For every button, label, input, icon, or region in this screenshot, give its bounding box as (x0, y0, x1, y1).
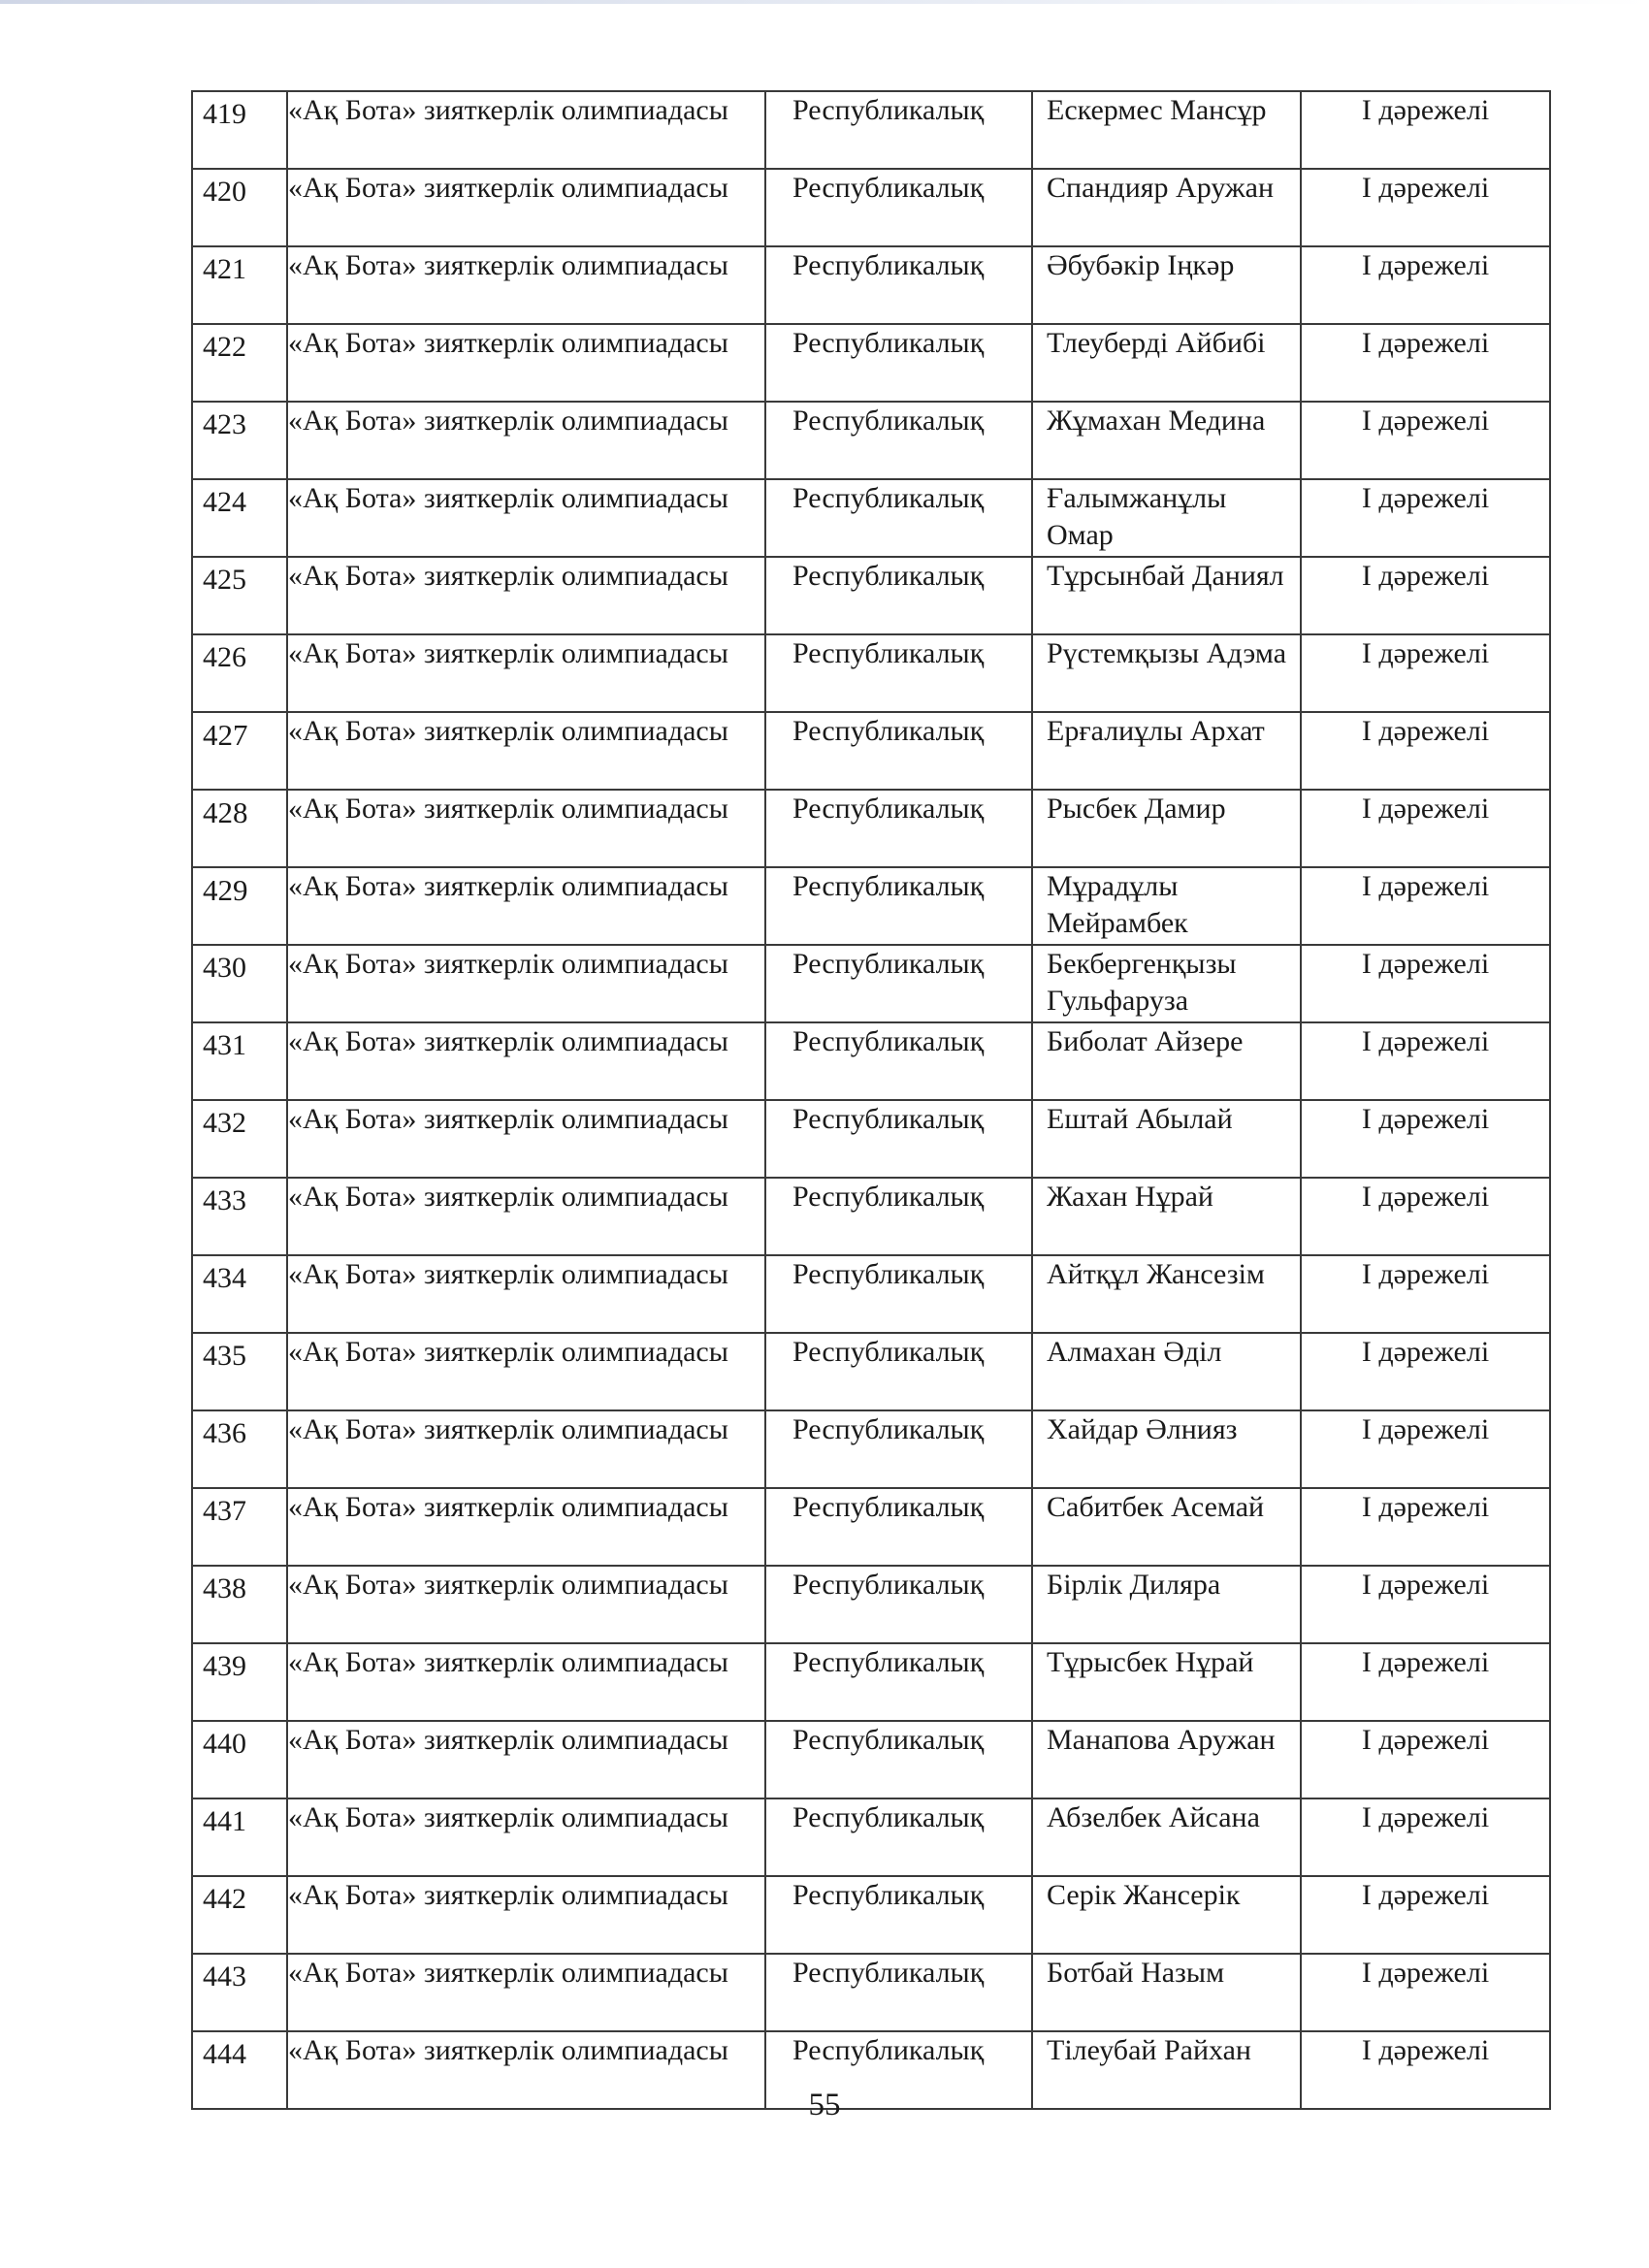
table-row (192, 91, 1550, 169)
page-number: 55 (808, 2088, 841, 2122)
table-row (192, 557, 1550, 634)
row-number-cell: 437 (192, 1488, 287, 1566)
award-degree-cell: І дәрежелі (1301, 246, 1550, 324)
row-number-cell: 433 (192, 1178, 287, 1255)
row-number-cell: 432 (192, 1100, 287, 1178)
olympiad-name-cell: «Ақ Бота» зияткерлік олимпиадасы (287, 1798, 765, 1876)
olympiad-level-cell: Республикалық (765, 479, 1032, 557)
olympiad-name-cell: «Ақ Бота» зияткерлік олимпиадасы (287, 1643, 765, 1721)
olympiad-level-cell: Республикалық (765, 712, 1032, 790)
olympiad-name-cell: «Ақ Бота» зияткерлік олимпиадасы (287, 1721, 765, 1798)
olympiad-name-cell: «Ақ Бота» зияткерлік олимпиадасы (287, 712, 765, 790)
award-degree-cell: І дәрежелі (1301, 1333, 1550, 1410)
olympiad-level-cell: Республикалық (765, 1178, 1032, 1255)
student-name-cell: Алмахан Әділ (1032, 1333, 1301, 1410)
olympiad-level-cell: Республикалық (765, 246, 1032, 324)
table-row (192, 479, 1550, 557)
award-degree-cell: І дәрежелі (1301, 91, 1550, 169)
row-number-cell: 426 (192, 634, 287, 712)
award-degree-cell: І дәрежелі (1301, 1022, 1550, 1100)
olympiad-name-cell: «Ақ Бота» зияткерлік олимпиадасы (287, 867, 765, 945)
olympiad-level-cell: Республикалық (765, 1100, 1032, 1178)
olympiad-name-cell: «Ақ Бота» зияткерлік олимпиадасы (287, 402, 765, 479)
olympiad-level-cell: Республикалық (765, 1798, 1032, 1876)
olympiad-name-cell: «Ақ Бота» зияткерлік олимпиадасы (287, 790, 765, 867)
olympiad-level-cell: Республикалық (765, 1954, 1032, 2031)
olympiad-level-cell: Республикалық (765, 1488, 1032, 1566)
olympiad-level-cell: Республикалық (765, 945, 1032, 1022)
award-degree-cell: І дәрежелі (1301, 1100, 1550, 1178)
results-table-body (192, 91, 1550, 2109)
award-degree-cell: І дәрежелі (1301, 1410, 1550, 1488)
olympiad-level-cell: Республикалық (765, 867, 1032, 945)
student-name-cell: Ештай Абылай (1032, 1100, 1301, 1178)
award-degree-cell: І дәрежелі (1301, 1721, 1550, 1798)
olympiad-level-cell: Республикалық (765, 1022, 1032, 1100)
student-name-cell: Ботбай Назым (1032, 1954, 1301, 2031)
olympiad-name-cell: «Ақ Бота» зияткерлік олимпиадасы (287, 1255, 765, 1333)
award-degree-cell: І дәрежелі (1301, 712, 1550, 790)
award-degree-cell: І дәрежелі (1301, 402, 1550, 479)
olympiad-name-cell: «Ақ Бота» зияткерлік олимпиадасы (287, 1022, 765, 1100)
row-number-cell: 424 (192, 479, 287, 557)
award-degree-cell: І дәрежелі (1301, 790, 1550, 867)
row-number-cell: 444 (192, 2031, 287, 2109)
award-degree-cell: І дәрежелі (1301, 557, 1550, 634)
row-number-cell: 421 (192, 246, 287, 324)
student-name-cell: Спандияр Аружан (1032, 169, 1301, 246)
student-name-cell: Жұмахан Медина (1032, 402, 1301, 479)
award-degree-cell: І дәрежелі (1301, 1488, 1550, 1566)
award-degree-cell: І дәрежелі (1301, 945, 1550, 1022)
award-degree-cell: І дәрежелі (1301, 1566, 1550, 1643)
table-row (192, 246, 1550, 324)
table-row (192, 1022, 1550, 1100)
olympiad-name-cell: «Ақ Бота» зияткерлік олимпиадасы (287, 1876, 765, 1954)
olympiad-name-cell: «Ақ Бота» зияткерлік олимпиадасы (287, 1178, 765, 1255)
scan-top-edge (0, 0, 1649, 4)
table-row (192, 1954, 1550, 2031)
award-degree-cell: І дәрежелі (1301, 1798, 1550, 1876)
olympiad-level-cell: Республикалық (765, 169, 1032, 246)
olympiad-name-cell: «Ақ Бота» зияткерлік олимпиадасы (287, 246, 765, 324)
student-name-cell: Ерғалиұлы Архат (1032, 712, 1301, 790)
table-row (192, 1178, 1550, 1255)
table-row (192, 1876, 1550, 1954)
results-table (191, 90, 1551, 2110)
row-number-cell: 434 (192, 1255, 287, 1333)
olympiad-name-cell: «Ақ Бота» зияткерлік олимпиадасы (287, 169, 765, 246)
row-number-cell: 439 (192, 1643, 287, 1721)
table-row (192, 790, 1550, 867)
table-row (192, 1410, 1550, 1488)
student-name-cell: Әбубәкір Іңкәр (1032, 246, 1301, 324)
olympiad-level-cell: Республикалық (765, 790, 1032, 867)
student-name-cell: Биболат Айзере (1032, 1022, 1301, 1100)
student-name-cell: Ғалымжанұлы Омар (1032, 479, 1301, 557)
row-number-cell: 425 (192, 557, 287, 634)
award-degree-cell: І дәрежелі (1301, 1954, 1550, 2031)
olympiad-level-cell: Республикалық (765, 402, 1032, 479)
row-number-cell: 442 (192, 1876, 287, 1954)
table-row (192, 712, 1550, 790)
table-row (192, 402, 1550, 479)
olympiad-name-cell: «Ақ Бота» зияткерлік олимпиадасы (287, 1100, 765, 1178)
award-degree-cell: І дәрежелі (1301, 1255, 1550, 1333)
student-name-cell: Тұрысбек Нұрай (1032, 1643, 1301, 1721)
table-row (192, 169, 1550, 246)
student-name-cell: Тлеуберді Айбибі (1032, 324, 1301, 402)
award-degree-cell: І дәрежелі (1301, 867, 1550, 945)
table-row (192, 1721, 1550, 1798)
table-row (192, 1333, 1550, 1410)
award-degree-cell: І дәрежелі (1301, 1178, 1550, 1255)
olympiad-name-cell: «Ақ Бота» зияткерлік олимпиадасы (287, 557, 765, 634)
row-number-cell: 430 (192, 945, 287, 1022)
student-name-cell: Манапова Аружан (1032, 1721, 1301, 1798)
table-row (192, 1100, 1550, 1178)
row-number-cell: 440 (192, 1721, 287, 1798)
student-name-cell: Айтқұл Жансезім (1032, 1255, 1301, 1333)
row-number-cell: 428 (192, 790, 287, 867)
row-number-cell: 438 (192, 1566, 287, 1643)
table-row (192, 1643, 1550, 1721)
student-name-cell: Серік Жансерік (1032, 1876, 1301, 1954)
olympiad-level-cell: Республикалық (765, 1876, 1032, 1954)
student-name-cell: Бірлік Диляра (1032, 1566, 1301, 1643)
table-row (192, 867, 1550, 945)
award-degree-cell: І дәрежелі (1301, 324, 1550, 402)
olympiad-name-cell: «Ақ Бота» зияткерлік олимпиадасы (287, 2031, 765, 2109)
row-number-cell: 422 (192, 324, 287, 402)
student-name-cell: Бекбергенқызы Гульфаруза (1032, 945, 1301, 1022)
student-name-cell: Ескермес Мансұр (1032, 91, 1301, 169)
olympiad-name-cell: «Ақ Бота» зияткерлік олимпиадасы (287, 324, 765, 402)
award-degree-cell: І дәрежелі (1301, 1643, 1550, 1721)
student-name-cell: Рысбек Дамир (1032, 790, 1301, 867)
award-degree-cell: І дәрежелі (1301, 479, 1550, 557)
row-number-cell: 443 (192, 1954, 287, 2031)
row-number-cell: 431 (192, 1022, 287, 1100)
student-name-cell: Мұрадұлы Мейрамбек (1032, 867, 1301, 945)
table-row (192, 1255, 1550, 1333)
award-degree-cell: І дәрежелі (1301, 634, 1550, 712)
student-name-cell: Сабитбек Асемай (1032, 1488, 1301, 1566)
row-number-cell: 441 (192, 1798, 287, 1876)
award-degree-cell: І дәрежелі (1301, 2031, 1550, 2109)
olympiad-name-cell: «Ақ Бота» зияткерлік олимпиадасы (287, 1410, 765, 1488)
olympiad-level-cell: Республикалық (765, 2031, 1032, 2109)
table-row (192, 324, 1550, 402)
award-degree-cell: І дәрежелі (1301, 1876, 1550, 1954)
olympiad-level-cell: Республикалық (765, 1643, 1032, 1721)
row-number-cell: 420 (192, 169, 287, 246)
olympiad-name-cell: «Ақ Бота» зияткерлік олимпиадасы (287, 945, 765, 1022)
table-row (192, 1798, 1550, 1876)
olympiad-level-cell: Республикалық (765, 634, 1032, 712)
olympiad-level-cell: Республикалық (765, 557, 1032, 634)
olympiad-level-cell: Республикалық (765, 1410, 1032, 1488)
student-name-cell: Жахан Нұрай (1032, 1178, 1301, 1255)
row-number-cell: 423 (192, 402, 287, 479)
student-name-cell: Тілеубай Райхан (1032, 2031, 1301, 2109)
student-name-cell: Хайдар Әлнияз (1032, 1410, 1301, 1488)
student-name-cell: Тұрсынбай Даниял (1032, 557, 1301, 634)
award-degree-cell: І дәрежелі (1301, 169, 1550, 246)
table-row (192, 634, 1550, 712)
olympiad-name-cell: «Ақ Бота» зияткерлік олимпиадасы (287, 1954, 765, 2031)
student-name-cell: Рүстемқызы Адэма (1032, 634, 1301, 712)
table-row (192, 945, 1550, 1022)
olympiad-level-cell: Республикалық (765, 1333, 1032, 1410)
table-row (192, 1488, 1550, 1566)
olympiad-level-cell: Республикалық (765, 91, 1032, 169)
row-number-cell: 429 (192, 867, 287, 945)
row-number-cell: 427 (192, 712, 287, 790)
olympiad-name-cell: «Ақ Бота» зияткерлік олимпиадасы (287, 1566, 765, 1643)
olympiad-name-cell: «Ақ Бота» зияткерлік олимпиадасы (287, 634, 765, 712)
olympiad-name-cell: «Ақ Бота» зияткерлік олимпиадасы (287, 1333, 765, 1410)
table-row (192, 1566, 1550, 1643)
olympiad-level-cell: Республикалық (765, 1255, 1032, 1333)
olympiad-name-cell: «Ақ Бота» зияткерлік олимпиадасы (287, 91, 765, 169)
student-name-cell: Абзелбек Айсана (1032, 1798, 1301, 1876)
olympiad-level-cell: Республикалық (765, 1721, 1032, 1798)
row-number-cell: 436 (192, 1410, 287, 1488)
row-number-cell: 419 (192, 91, 287, 169)
olympiad-level-cell: Республикалық (765, 1566, 1032, 1643)
olympiad-name-cell: «Ақ Бота» зияткерлік олимпиадасы (287, 479, 765, 557)
olympiad-level-cell: Республикалық (765, 324, 1032, 402)
row-number-cell: 435 (192, 1333, 287, 1410)
olympiad-name-cell: «Ақ Бота» зияткерлік олимпиадасы (287, 1488, 765, 1566)
